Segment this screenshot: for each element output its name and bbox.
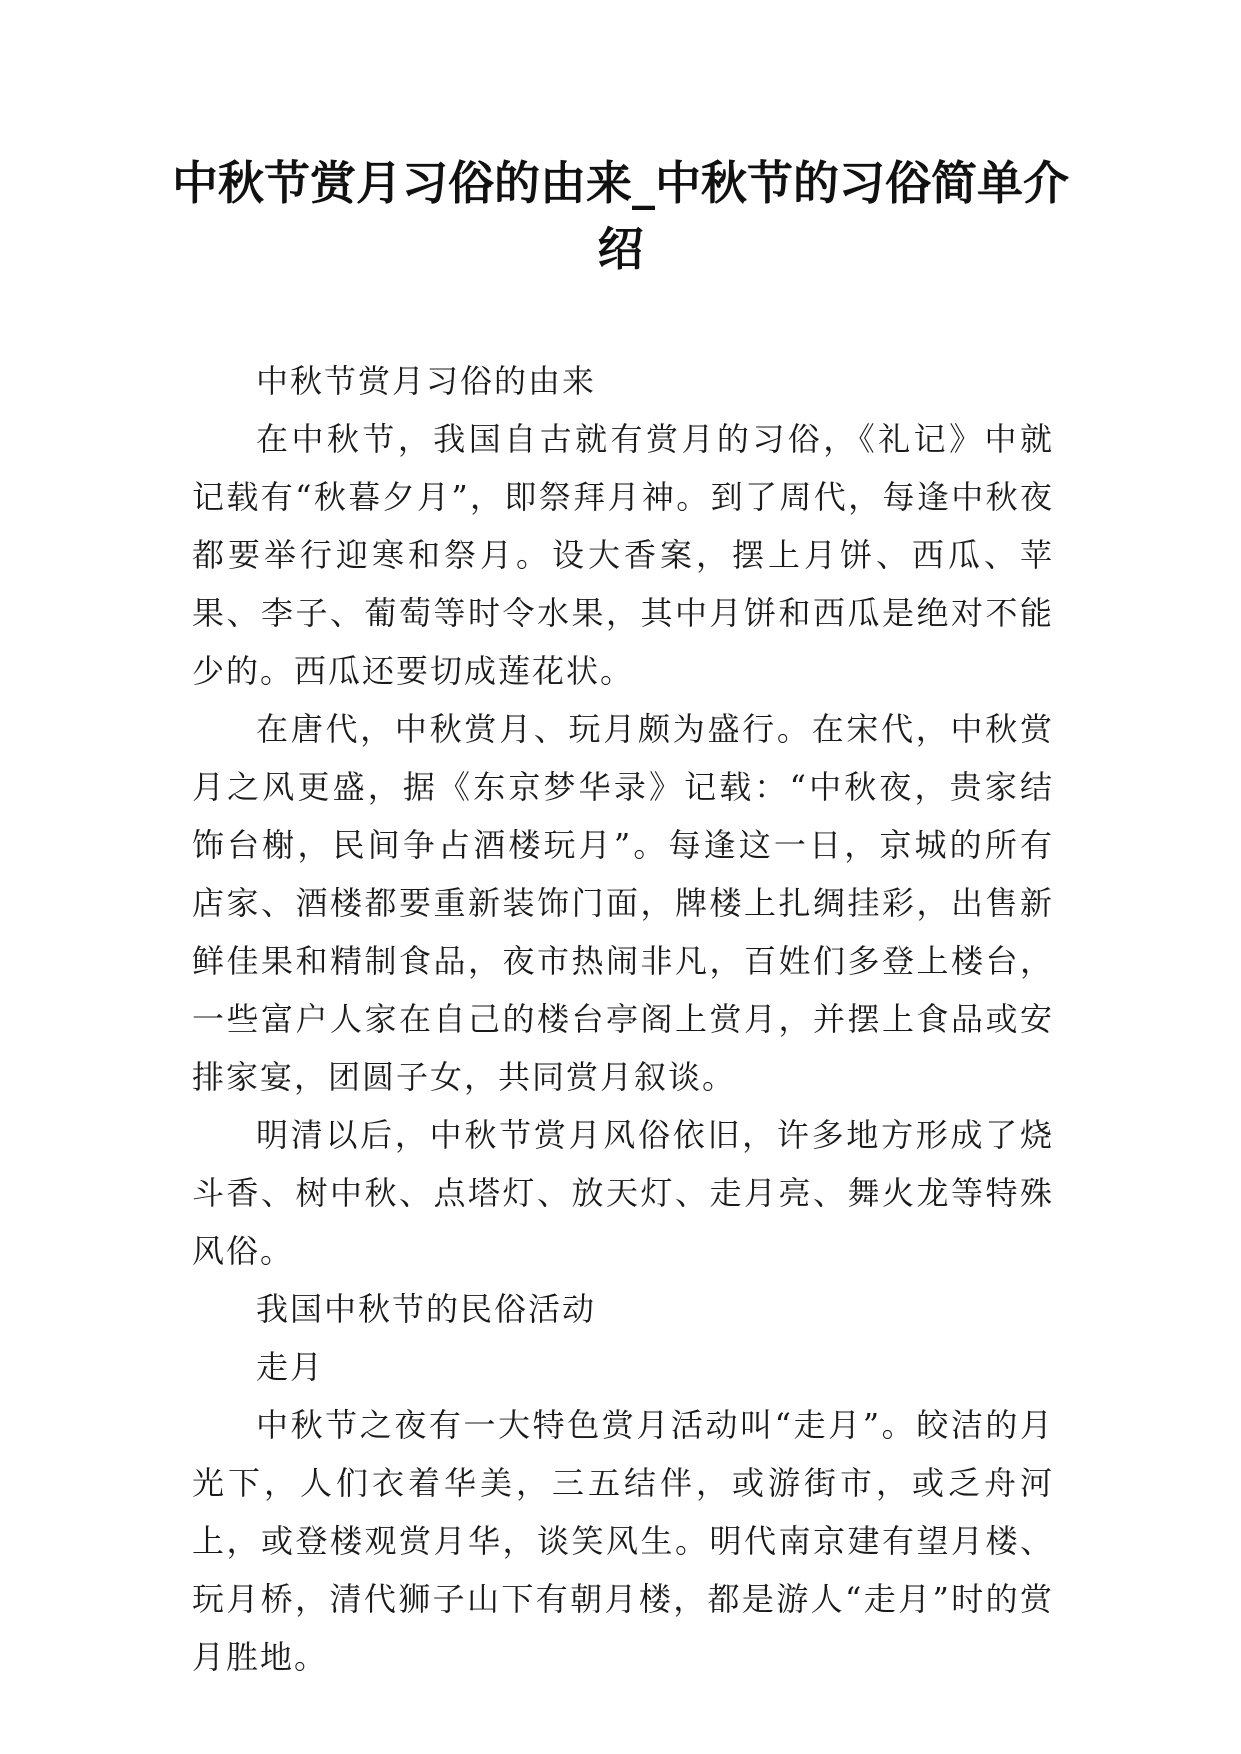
body-paragraph: 中秋节之夜有一大特色赏月活动叫“走月”。皎洁的月光下，人们衣着华美，三五结伴，或游街市，或乏舟河上，或登楼观赏月华，谈笑风生。明代南京建有望月楼、玩月桥，清代狮子山下有朝月楼，都是游人“走月”时的赏月胜地。	[192, 1406, 1054, 1676]
document-body	[192, 352, 1054, 1686]
body-paragraph: 明清以后，中秋节赏月风俗依旧，许多地方形成了烧斗香、树中秋、点塔灯、放天灯、走月亮、舞火龙等特殊风俗。	[192, 1116, 1054, 1270]
section-heading-folk-activities: 我国中秋节的民俗活动	[256, 1290, 597, 1328]
subsection-heading-zouyue: 走月	[256, 1348, 325, 1386]
body-paragraph: 在唐代，中秋赏月、玩月颇为盛行。在宋代，中秋赏月之风更盛，据《东京梦华录》记载：“中秋夜，贵家结饰台榭，民间争占酒楼玩月”。每逢这一日，京城的所有店家、酒楼都要重新装饰门面，牌楼上扎绸挂彩，出售新鲜佳果和精制食品，夜市热闹非凡，百姓们多登上楼台，一些富户人家在自己的楼台亭阁上赏月，并摆上食品或安排家宴，团圆子女，共同赏月叙谈。	[192, 710, 1054, 1096]
body-paragraph: 在中秋节，我国自古就有赏月的习俗，《礼记》中就记载有“秋暮夕月”，即祭拜月神。到了周代，每逢中秋夜都要举行迎寒和祭月。设大香案，摆上月饼、西瓜、苹果、李子、葡萄等时令水果，其中月饼和西瓜是绝对不能少的。西瓜还要切成莲花状。	[192, 420, 1054, 690]
section-heading-origin: 中秋节赏月习俗的由来	[256, 362, 597, 400]
document-title: 中秋节赏月习俗的由来_中秋节的习俗简单介绍	[172, 156, 1069, 276]
